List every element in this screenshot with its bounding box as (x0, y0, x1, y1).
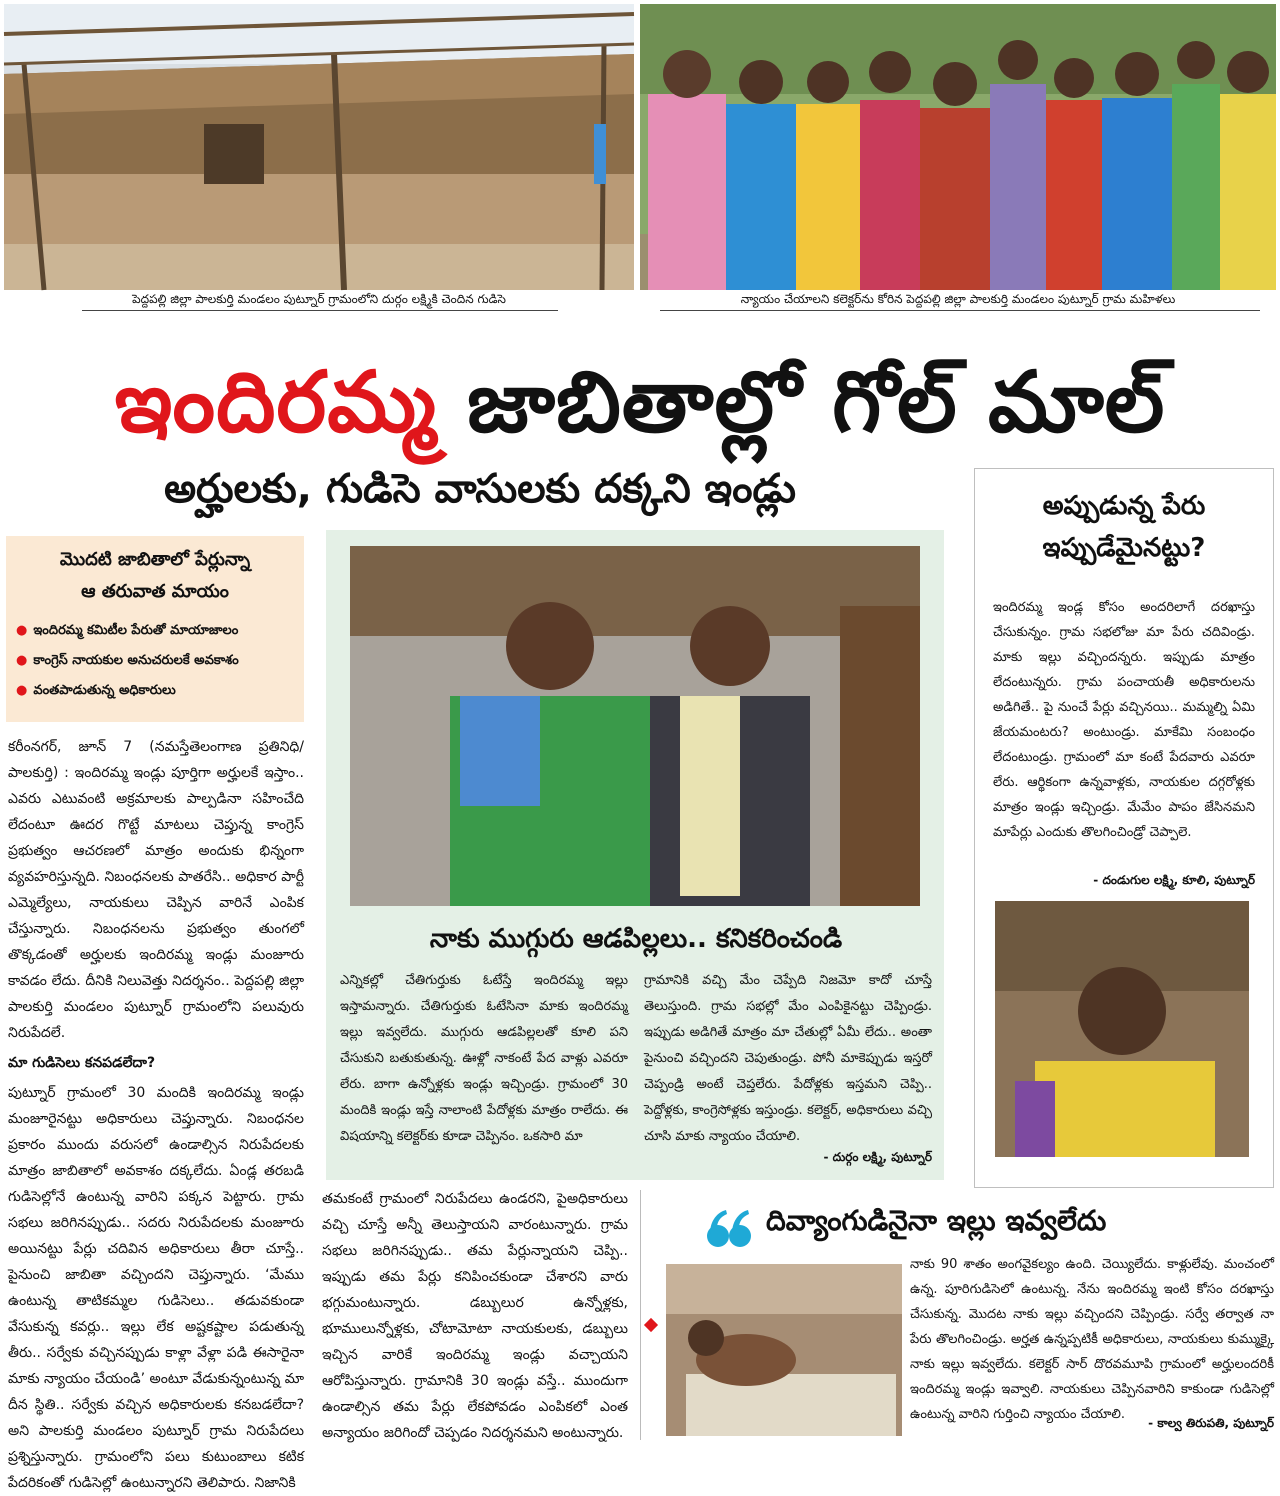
main-story-column-2 (322, 1186, 628, 1442)
red-diamond-icon (644, 1318, 658, 1332)
caption-rule (82, 310, 558, 311)
bottom-story-body: నాకు 90 శాతం అంగవైకల్యం ఉంది. చెయ్యిలేదు. కాళ్లులేవు. మంచంలో ఉన్న. పూరిగుడిసెలో ఉంటున్న. నేను ఇందిరమ్మ ఇంటి కోసం దరఖాస్తు చేసుకున్న. మొదట నాకు ఇల్లు వచ్చిందని చెప్పిండ్రు. సర్వే తర్వాత నా పేరు తొలగించిండ్రు. అర్హత ఉన్నప్పటికీ అధికారులు, నాయకులు కుమ్ముక్కై నాకు ఇల్లు ఇవ్వలేదు. కలెక్టర్ సార్ దొరవమూపి గ్రామంలో అర్హులందరికీ ఇందిరమ్మ ఇండ్లు ఇవ్వాలి. నాయకులు చెప్పినవారిని కాకుండా గుడిసెల్లో ఉంటున్న వారిని గుర్తించి న్యాయం చేయాలి. (910, 1257, 1274, 1422)
hut-photo-caption: పెద్దపల్లి జిల్లా పాలకుర్తి మండలం పుట్నూర్ గ్రామంలోని దుర్గం లక్ష్మికి చెందిన గుడిసె (132, 292, 506, 306)
center-story-column-2: గ్రామానికి వచ్చి మేం చెప్పేది నిజమో కాదో చూస్తే తెలుస్తుంది. గ్రామ సభల్లో మేం ఎంపికైనట్టు చెప్పిండ్రు. ఇప్పుడు అడిగితే మాత్రం మా చేతుల్లో ఏమీ లేదు.. అంతా పైనుంచి వచ్చిందని చెపుతుండ్రు. పోనీ మాకెప్పుడు ఇస్తరో చెప్పండ్రి అంటే చెప్తలేరు. పేదోళ్లకు ఇస్తమని చెప్పి.. పెద్దోళ్లకు, కాంగ్రెసోళ్లకు ఇస్తుండ్రు. కలెక్టర్, అధికారులు వచ్చి చూసి మాకు న్యాయం చేయాలి. - దుర్గం లక్ష్మి, పుట్నూర్ (644, 968, 932, 1168)
headline-red-word: ఇందిరమ్మ (114, 353, 437, 451)
woman-portrait-photo (995, 901, 1249, 1157)
center-story-column-1: ఎన్నికల్లో చేతిగుర్తుకు ఓటేస్తే ఇందిరమ్మ ఇల్లు ఇస్తామన్నారు. చేతిగుర్తుకు ఓటేసినా మాకు ఇందిరమ్మ ఇల్లు ఇవ్వలేదు. ముగ్గురు ఆడపిల్లలతో కూలి పని చేసుకుని బతుకుతున్న. ఊళ్లో నాకంటే పేద వాళ్లు ఎవరూ లేరు. బాగా ఉన్నోళ్లకు ఇండ్లు ఇచ్చిండ్రు. గ్రామంలో 30 మందికి ఇండ్లు ఇస్తే నాలాంటి పేదోళ్లకు మాత్రం రాలేదు. ఈ విషయాన్ని కలెక్టర్‌కు కూడా చెప్పినం. ఒకసారి మా (340, 973, 628, 1144)
right-story-box (974, 468, 1274, 1188)
bottom-story-title: దివ్యాంగుడినైనా ఇల్లు ఇవ్వలేదు (766, 1204, 1107, 1237)
main-story-column-1 (8, 734, 305, 1491)
highlight-bullets (6, 616, 304, 706)
right-story-body: ఇందిరమ్మ ఇండ్ల కోసం అందరిలాగే దరఖాస్తు చేసుకున్నం. గ్రామ సభలోజు మా పేరు చదివిండ్రు. మాకు ఇల్లు వచ్చిందన్నరు. ఇప్పుడు మాత్రం లేదంటున్నరు. గ్రామ పంచాయతీ అధికారులను అడిగితే.. పై నుంచే పేర్లు వచ్చినయి.. మమ్మల్ని ఏమి జేయమంటరు? అంటుండ్రు. మాకేమి సంబంధం లేదంటుండ్రు. గ్రామంలో మా కంటే పేదవారు ఎవరూ లేరు. ఆర్థికంగా ఉన్నవాళ్లకు, నాయకుల దగ్గరోళ్లకు మాత్రం ఇండ్లు ఇచ్చిండ్రు. మేమేం పాపం జేసినమని మాపేర్లు ఎందుకు తొలగించిండ్రో చెప్పాలె. (993, 600, 1255, 840)
two-women-photo (350, 546, 920, 906)
right-story-signature: - దండుగుల లక్ష్మి, కూలి, పుట్నూర్ (1093, 873, 1255, 887)
main-story-subheading: మా గుడిసెలు కనపడలేదా? (8, 1055, 156, 1071)
center-story-box (326, 530, 944, 1180)
main-headline (0, 352, 1280, 452)
disabled-man-photo (666, 1264, 902, 1436)
highlight-title-1: మొదటి జాబితాలో పేర్లున్నా (59, 549, 251, 570)
main-story-para-1: కరీంనగర్, జూన్ 7 (నమస్తేతెలంగాణ ప్రతినిధి/ పాలకుర్తి) : ఇందిరమ్మ ఇండ్లు పూర్తిగా అర్హులకే ఇస్తాం.. ఎవరు ఎటువంటి అక్రమాలకు పాల్పడినా సహించేది లేదంటూ ఊదర గొట్టే మాటలు చెప్తున్న కాంగ్రెస్ ప్రభుత్వం ఆచరణలో మాత్రం అందుకు భిన్నంగా వ్యవహరిస్తున్నది. నిబంధనలకు పాతరేసి.. అధికార పార్టీ ఎమ్మెల్యేలు, నాయకులు చెప్పిన వారినే ఎంపిక చేస్తున్నారు. నిబంధనలను ప్రభుత్వం తుంగలో తొక్కడంతో అర్హులకు ఇందిరమ్మ ఇండ్లు మంజూరు కావడం లేదు. దీనికి నిలువెత్తు నిదర్శనం.. పెద్దపల్లి జిల్లా పాలకుర్తి మండలం పుట్నూర్ గ్రామంలోని పలువురు నిరుపేదలే. (8, 739, 304, 1041)
center-story-title: నాకు ముగ్గురు ఆడపిల్లలు.. కనికరించండి (429, 924, 843, 954)
women-group-photo (640, 4, 1276, 290)
right-story-title-2: ఇప్పుడేమైనట్టు? (1042, 533, 1206, 563)
highlight-title-2: ఆ తరువాత మాయం (81, 581, 229, 602)
highlight-bullet: ● కాంగ్రెస్ నాయకుల అనుచరులకే అవకాశం (16, 653, 239, 668)
bullet-dot-icon: ● (16, 683, 28, 698)
bullet-dot-icon: ● (16, 653, 28, 668)
bottom-story-signature: - కాల్వ తిరుపతి, పుట్నూర్ (1148, 1416, 1274, 1430)
headline-black-words: జాబితాల్లో గోల్ మాల్ (467, 353, 1166, 451)
right-story-title-1: అప్పుడున్న పేరు (1042, 491, 1206, 521)
highlight-box (6, 536, 304, 722)
center-story-signature: - దుర్గం లక్ష్మి, పుట్నూర్ (823, 1150, 932, 1164)
bullet-dot-icon: ● (16, 623, 28, 638)
main-story-para-3: తమకంటే గ్రామంలో నిరుపేదలు ఉండరని, పైఅధికారులు వచ్చి చూస్తే అన్నీ తెలుస్తాయని వారంటున్నారు. గ్రామ సభలు జరిగినప్పుడు.. తమ పేర్లున్నాయని చెప్పి.. ఇప్పుడు తమ పేర్లు కనిపించకుండా చేశారని వారు భగ్గుమంటున్నారు. డబ్బులుర ఉన్నోళ్లకు, భూములున్నోళ్లకు, చోటామోటా నాయకులకు, డబ్బులు ఇచ్చిన వారికే ఇందిరమ్మ ఇండ్లు వచ్చాయని ఆరోపిస్తున్నారు. గ్రామానికి 30 ఇండ్లు వస్తే.. ముందుగా ఉండాల్సిన తమ పేర్లు లేకపోవడం ఎంపికలో ఎంత అన్యాయం జరిగిందో చెప్పడం నిదర్శనమని అంటున్నారు. (322, 1191, 628, 1441)
main-story-para-2: పుట్నూర్ గ్రామంలో 30 మందికి ఇందిరమ్మ ఇండ్లు మంజూరైనట్టు అధికారులు చెప్తున్నారు. నిబంధనల ప్రకారం ముందు వరుసలో ఉండాల్సిన నిరుపేదలకు మాత్రం జాబితాలో అవకాశం దక్కలేదు. ఏండ్ల తరబడి గుడిసెల్లోనే ఉంటున్న వారిని పక్కన పెట్టారు. గ్రామ సభలు జరిగినప్పుడు.. సదరు నిరుపేదలకు మంజూరు అయినట్టు పేర్లు చదివిన అధికారులు తీరా చూస్తే.. పైనుంచి జాబితా వచ్చిందని చెప్తున్నారు. ‘మేము ఉంటున్న తాటికమ్మల గుడిసెలు.. తడువకుండా వేసుకున్న కవర్లు.. ఇల్లు లేక అష్టకష్టాల పడుతున్న తీరు.. సర్వేకు వచ్చినప్పుడు కాళ్లా వేళ్లా పడి ఈసారైనా మాకు న్యాయం చేయండి’ అంటూ వేడుకున్నంటున్న మా దీన స్థితి.. సర్వేకు వచ్చిన అధికారులకు కనబడలేదా? అని పాలకుర్తి మండలం పుట్నూర్ గ్రామ నిరుపేదలు ప్రశ్నిస్తున్నారు. గ్రామంలోని పలు కుటుంబాలు కటిక పేదరికంతో గుడిసెల్లో ఉంటున్నారని తెలిపారు. నిజానికి (8, 1085, 305, 1491)
caption-rule (660, 310, 1260, 311)
quote-mark-icon (706, 1208, 754, 1252)
highlight-bullet: ● వంతపాడుతున్న అధికారులు (16, 683, 176, 698)
hut-photo (4, 4, 634, 290)
women-photo-caption: న్యాయం చేయాలని కలెక్టర్‌ను కోరిన పెద్దపల్లి జిల్లా పాలకుర్తి మండలం పుట్నూర్ గ్రామ మహిళలు (740, 292, 1176, 306)
sub-headline: అర్హులకు, గుడిసె వాసులకు దక్కని ఇండ్లు (164, 466, 796, 512)
highlight-bullet: ● ఇందిరమ్మ కమిటీల పేరుతో మాయాజాలం (16, 623, 239, 638)
column-divider (640, 1190, 641, 1440)
